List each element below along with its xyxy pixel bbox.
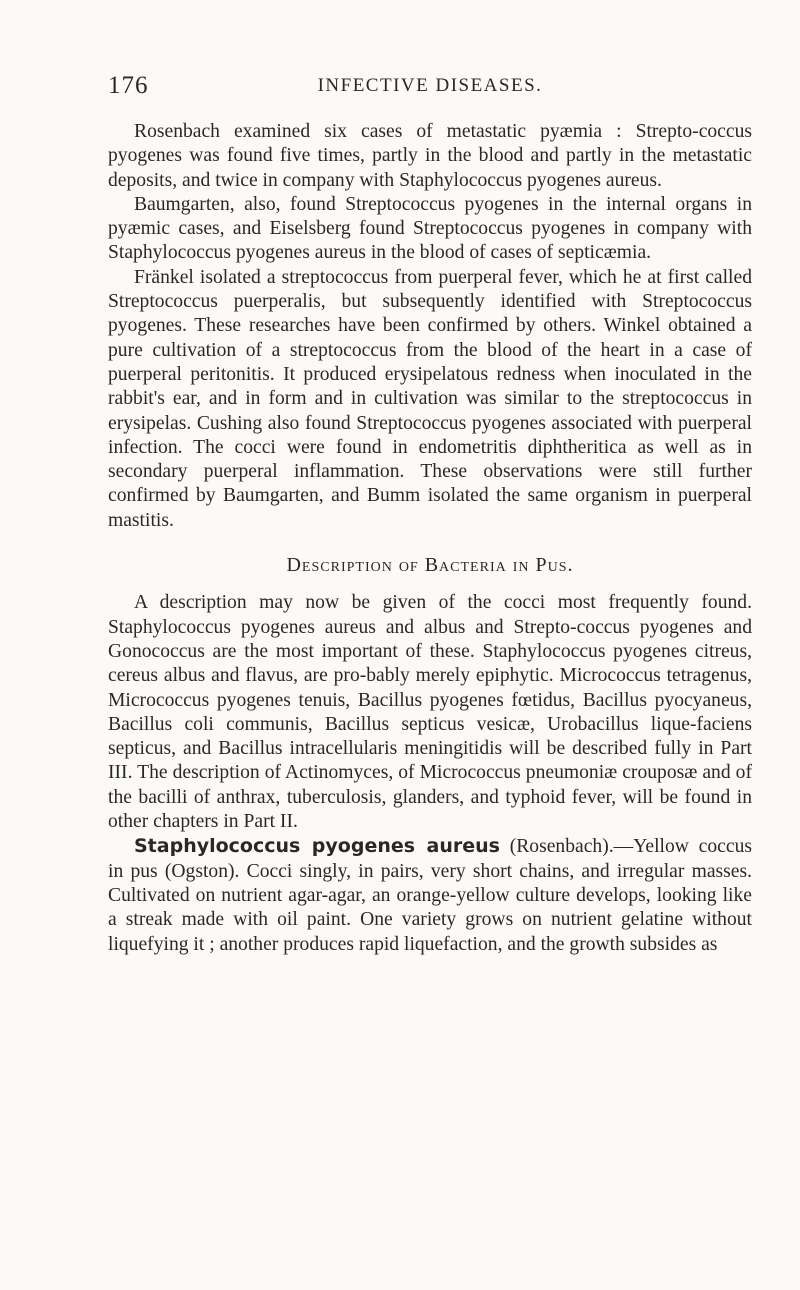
species-description: (Rosenbach).—Yellow coccus in pus (Ogston). Cocci singly, in pairs, very short chains, and irregular masses. Cultivated on nutrient agar-agar, an orange-yellow culture develops, looking like a streak made with oil paint. One variety grows on nutrient gelatine without liquefying it ; another produces rapid liquefaction, and the growth subsides as — [108, 836, 752, 955]
paragraph: Fränkel isolated a streptococcus from puerperal fever, which he at first called Streptococcus puerperalis, but subsequently identified with Streptococcus pyogenes. These researches have been confirmed by others. Winkel obtained a pure cultivation of a streptococcus from the blood of the heart in a case of puerperal peritonitis. It produced erysipelatous redness when inoculated in the rabbit's ear, and in form and in cultivation was similar to the streptococcus in erysipelas. Cushing also found Streptococcus pyogenes associated with puerperal infection. The cocci were found in endometritis diphtheritica as well as in secondary puerperal inflammation. These observations were still further confirmed by Baumgarten, and Bumm isolated the same organism in puerperal mastitis. — [108, 266, 752, 531]
page-number: 176 — [108, 72, 149, 99]
running-head: INFECTIVE DISEASES. — [317, 75, 543, 96]
species-name: Staphylococcus pyogenes aureus — [134, 835, 500, 858]
section-heading: Description of Bacteria in Pus. — [286, 554, 574, 577]
species-entry — [108, 834, 752, 956]
body-text — [108, 120, 752, 957]
paragraph: A description may now be given of the cocci most frequently found. Staphylococcus pyogenes aureus and albus and Strepto-coccus pyogenes and Gonococcus are the most important of these. Staphylococcus pyogenes citreus, cereus albus and flavus, are pro-bably merely epiphytic. Micrococcus tetragenus, Micrococcus pyogenes tenuis, Bacillus pyogenes fœtidus, Bacillus pyocyaneus, Bacillus coli communis, Bacillus septicus vesicæ, Urobacillus lique-faciens septicus, and Bacillus intracellularis meningitidis will be described fully in Part III. The description of Actinomyces, of Micrococcus pneumoniæ crouposæ and of the bacilli of anthrax, tuberculosis, glanders, and typhoid fever, will be found in other chapters in Part II. — [108, 592, 752, 833]
paragraph: Rosenbach examined six cases of metastatic pyæmia : Strepto-coccus pyogenes was found five times, partly in the blood and partly in the metastatic deposits, and twice in company with Staphylococcus pyogenes aureus. — [108, 121, 752, 191]
paragraph: Baumgarten, also, found Streptococcus pyogenes in the internal organs in pyæmic cases, and Eiselsberg found Streptococcus pyogenes in company with Staphylococcus pyogenes aureus in the blood of cases of septicæmia. — [108, 193, 752, 264]
page-header — [108, 72, 752, 102]
